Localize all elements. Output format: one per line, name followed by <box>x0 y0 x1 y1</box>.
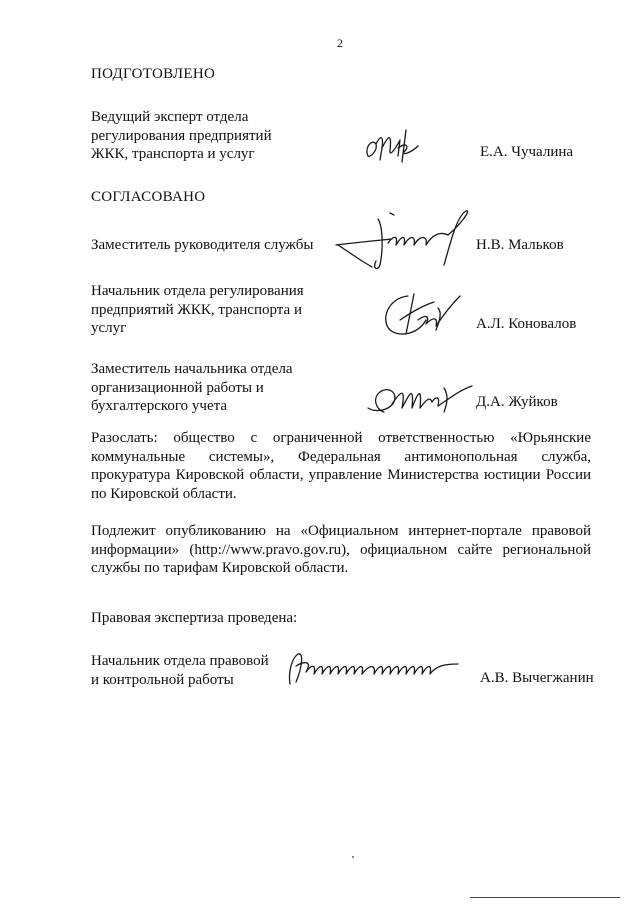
position-line: предприятий ЖКК, транспорта и <box>91 301 302 318</box>
position-line: организационной работы и <box>91 379 264 396</box>
signature-chuchalina <box>362 126 432 166</box>
distribution-line: коммунальные системы», Федеральная антимонопольная служба, <box>91 448 591 465</box>
distribution-line: по Кировской области. <box>91 485 237 502</box>
page-number: 2 <box>337 36 343 50</box>
position-line: Начальник отдела правовой <box>91 653 269 669</box>
position-line: Заместитель начальника отдела <box>91 361 293 377</box>
distribution-line: Разослать: общество с ограниченной ответственностью «Юрьянские <box>91 430 591 446</box>
signature-konovalov <box>378 290 464 340</box>
signature-zhuikov <box>364 378 476 418</box>
position-line: Ведущий эксперт отдела <box>91 109 249 125</box>
footer-rule <box>470 897 620 898</box>
scan-speck <box>352 856 354 858</box>
prepared-heading: ПОДГОТОВЛЕНО <box>91 66 216 82</box>
signatory-2-position <box>91 282 304 338</box>
signature-vychegzhanin <box>282 648 462 692</box>
distribution-paragraph <box>91 429 591 503</box>
legal-review-name: А.В. Вычегжанин <box>480 670 594 686</box>
signatory-3-name: Д.А. Жуйков <box>476 394 558 410</box>
signatory-3-position <box>91 360 293 416</box>
position-line: регулирования предприятий <box>91 127 272 144</box>
prepared-position <box>91 108 272 164</box>
publication-line: информации» (http://www.pravo.gov.ru), официальном сайте региональной <box>91 541 591 558</box>
position-line: Начальник отдела регулирования <box>91 283 304 299</box>
agreed-heading: СОГЛАСОВАНО <box>91 189 206 205</box>
position-line: и контрольной работы <box>91 671 234 688</box>
position-line: Заместитель руководителя службы <box>91 237 314 253</box>
legal-review-heading: Правовая экспертиза проведена: <box>91 610 298 626</box>
distribution-line: прокуратура Кировской области, управление Министерства юстиции России <box>91 467 591 483</box>
publication-line: службы по тарифам Кировской области. <box>91 560 349 576</box>
position-line: ЖКК, транспорта и услуг <box>91 146 255 162</box>
signatory-1-name: Н.В. Мальков <box>476 237 564 253</box>
signature-malkov <box>332 205 474 277</box>
publication-paragraph <box>91 522 591 578</box>
position-line: услуг <box>91 320 127 336</box>
publication-line: Подлежит опубликованию на «Официальном интернет-портале правовой <box>91 523 591 539</box>
signatory-1-position <box>91 236 313 255</box>
signatory-2-name: А.Л. Коновалов <box>476 316 577 332</box>
prepared-name: Е.А. Чучалина <box>480 144 574 160</box>
legal-review-position <box>91 652 269 689</box>
position-line: бухгалтерского учета <box>91 398 228 414</box>
